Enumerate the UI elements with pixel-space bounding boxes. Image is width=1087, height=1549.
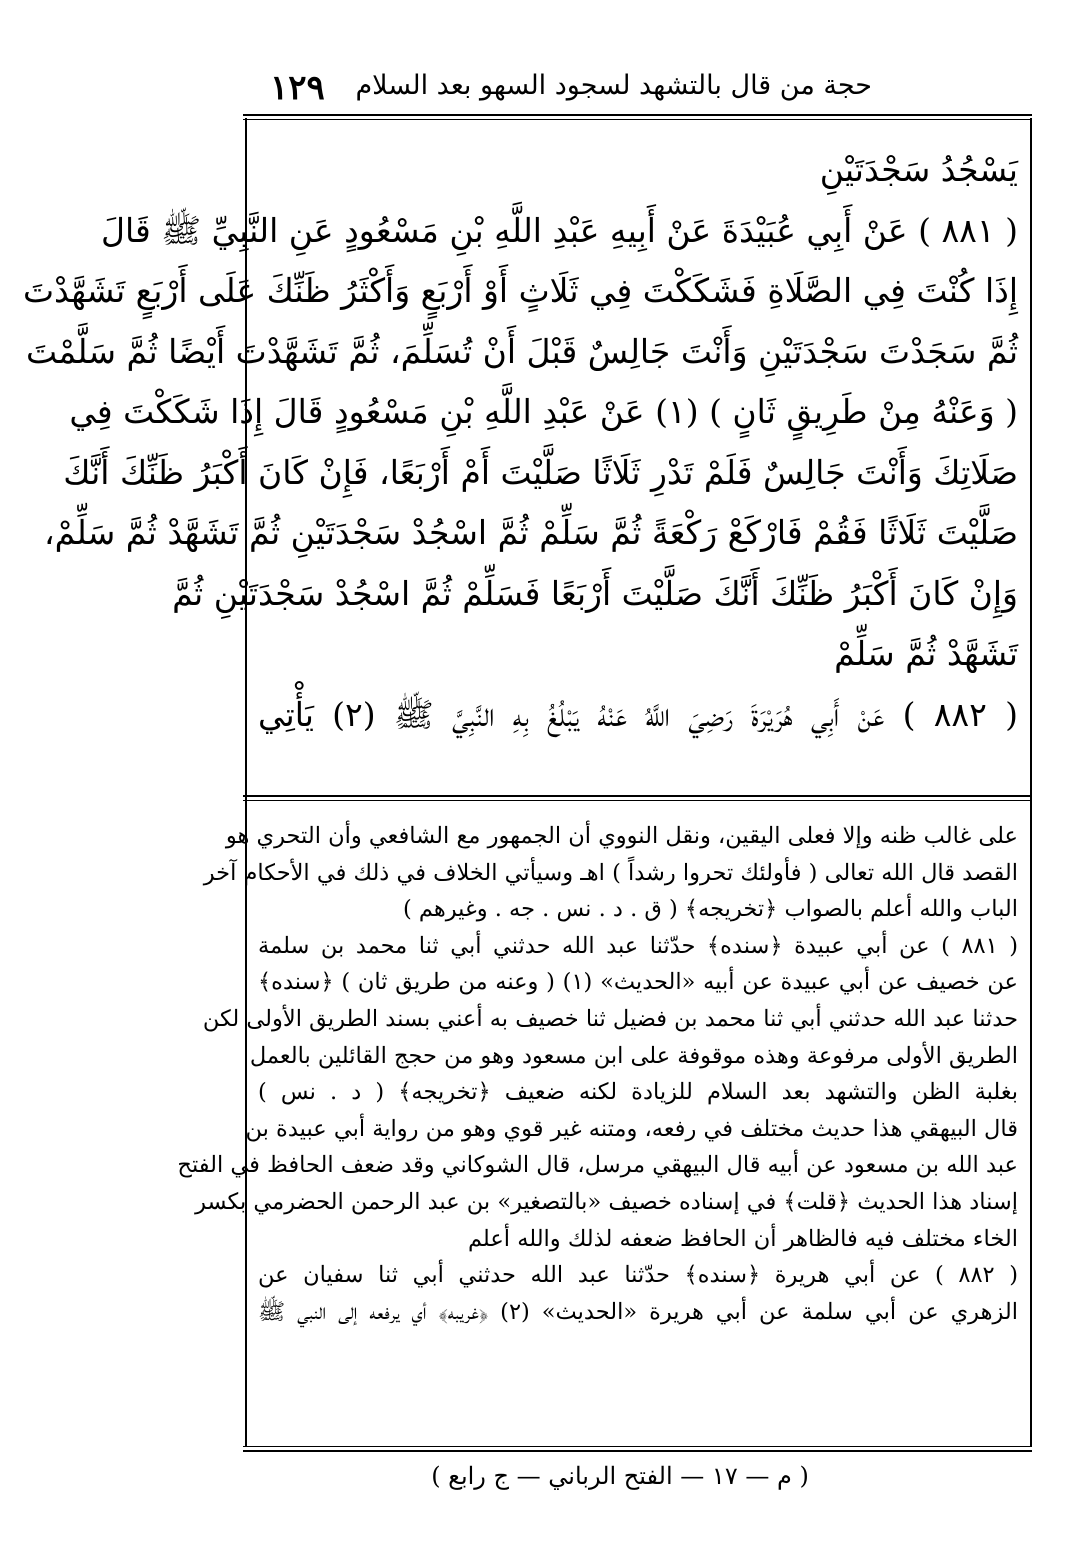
hadith-line: ( وَعَنْهُ مِنْ طَرِيقٍ ثَانٍ ) (١) عَنْ عَبْدِ اللَّهِ بْنِ مَسْعُودٍ قَالَ إِذَا شَكَكْتَ فِي — [69, 392, 1018, 431]
hadith-line: ( ٨٨٢ ) عَنْ أَبِي هُرَيْرَةَ رَضِيَ اللَّهُ عَنْهُ يَبْلُغُ بِهِ النَّبِيَّ ﷺ (٢) يَأْتِي — [258, 694, 1018, 734]
hadith-line: تَشَهَّدْ ثُمَّ سَلِّمْ — [834, 634, 1018, 673]
note-line: على غالب ظنه وإلا فعلى اليقين، ونقل النووي أن الجمهور مع الشافعي وأن التحري هو — [225, 823, 1018, 849]
frame-bottom-rule — [243, 1446, 1032, 1452]
hadith-line: إِذَا كُنْتَ فِي الصَّلَاةِ فَشَكَكْتَ فِي ثَلَاثٍ أَوْ أَرْبَعٍ وَأَكْثَرُ ظَنِّكَ عَلَى أَرْبَعٍ تَشَهَّدْتَ — [22, 271, 1018, 310]
note-line: الزهري عن أبي سلمة عن أبي هريرة «الحديث» (٢) ﴿غريبه﴾ أي يرفعه إلى النبي ﷺ — [258, 1298, 1018, 1325]
hadith-line: يَسْجُدُ سَجْدَتَيْنِ — [819, 150, 1018, 189]
hadith-line: صَلَاتِكَ وَأَنْتَ جَالِسٌ فَلَمْ تَدْرِ ثَلَاثًا صَلَّيْتَ أَمْ أَرْبَعًا، فَإِنْ كَانَ أَكْبَرُ ظَنِّكَ أَنَّكَ — [63, 452, 1018, 492]
hadith-line: وَإِنْ كَانَ أَكْبَرُ ظَنِّكَ أَنَّكَ صَلَّيْتَ أَرْبَعًا فَسَلِّمْ ثُمَّ اسْجُدْ سَجْدَتَيْنِ ثُمَّ — [172, 573, 1018, 613]
hadith-line: صَلَّيْتَ ثَلَاثًا فَقُمْ فَارْكَعْ رَكْعَةً ثُمَّ سَلِّمْ ثُمَّ اسْجُدْ سَجْدَتَيْنِ ثُمَّ تَشَهَّدْ ثُمَّ سَلِّمْ، — [44, 513, 1018, 552]
hadith-line: ثُمَّ سَجَدْتَ سَجْدَتَيْنِ وَأَنْتَ جَالِسٌ قَبْلَ أَنْ تُسَلِّمَ، ثُمَّ تَشَهَّدْتَ أَيْضًا ثُمَّ سَلَّمْتَ — [25, 331, 1018, 371]
note-line: حدثنا عبد الله حدثني أبي ثنا محمد بن فضيل ثنا خصيف به أعني بسند الطريق الأولى لكن — [202, 1005, 1018, 1032]
note-line: عن خصيف عن أبي عبيدة عن أبيه «الحديث» (١) ( وعنه من طريق ثان ) ﴿سنده﴾ — [258, 969, 1018, 996]
frame-top-rule — [243, 114, 1032, 120]
note-line: القصد قال الله تعالى ( فأولئك تحروا رشداً ) اهـ وسيأتي الخلاف في ذلك في الأحكام آخر — [203, 859, 1018, 886]
hadith-line: ( ٨٨١ ) عَنْ أَبِي عُبَيْدَةَ عَنْ أَبِيهِ عَبْدِ اللَّهِ بْنِ مَسْعُودٍ عَنِ النَّبِيِّ ﷺ قَالَ — [100, 210, 1018, 250]
note-line: الخاء مختلف فيه فالظاهر أن الحافظ ضعفه لذلك والله أعلم — [467, 1225, 1018, 1252]
note-line: الطريق الأولى مرفوعة وهذه موقوفة على ابن مسعود وهو من حجج القائلين بالعمل — [249, 1042, 1018, 1069]
note-line: ( ٨٨١ ) عن أبي عبيدة ﴿سنده﴾ حدّثنا عبد الله حدثني أبي ثنا محمد بن سلمة — [258, 932, 1018, 959]
note-line: بغلبة الظن والتشهد بعد السلام للزيادة لكنه ضعيف ﴿تخريجه﴾ ( د . نس ) — [258, 1079, 1018, 1106]
page-signature: ( م — ١٧ — الفتح الرباني — ج رابع ) — [431, 1462, 809, 1490]
running-title: حجة من قال بالتشهد لسجود السهو بعد السلام — [355, 70, 872, 101]
note-line: عبد الله بن مسعود عن أبيه قال البيهقي مرسل، قال الشوكاني وقد ضعف الحافظ في الفتح — [177, 1152, 1018, 1179]
note-line: الباب والله أعلم بالصواب ﴿تخريجه﴾ ( ق . د . نس . جه . وغيرهم ) — [403, 896, 1018, 923]
page-number: ١٢٩ — [270, 68, 325, 108]
hadith-text — [22, 140, 1018, 745]
frame-divider-rule — [243, 795, 1032, 801]
page-header — [222, 66, 872, 110]
note-line: ( ٨٨٢ ) عن أبي هريرة ﴿سنده﴾ حدّثنا عبد الله حدثني أبي ثنا سفيان عن — [258, 1262, 1018, 1289]
note-line: قال البيهقي هذا حديث مختلف في رفعه، ومتنه غير قوي وهو من رواية أبي عبيدة بن — [245, 1115, 1018, 1142]
commentary-notes — [177, 818, 1018, 1330]
note-line: إسناد هذا الحديث ﴿قلت﴾ في إسناده خصيف «بالتصغير» بن عبد الرحمن الحضرمي بكسر — [195, 1188, 1018, 1215]
